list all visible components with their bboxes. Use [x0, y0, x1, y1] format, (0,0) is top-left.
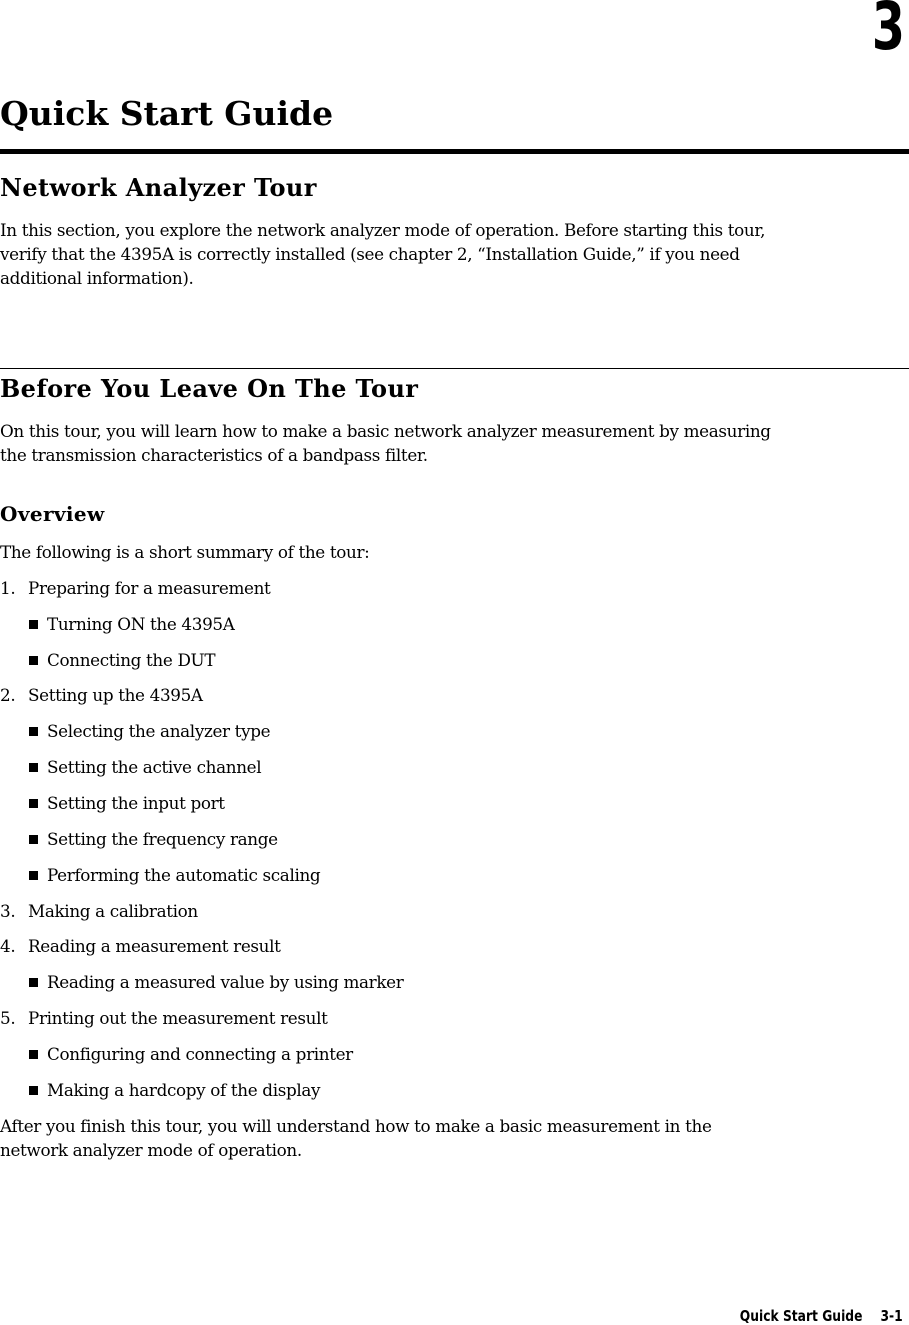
- step-text: Reading a measurement result: [28, 936, 281, 956]
- section-heading-before-you-leave: Before You Leave On The Tour: [0, 374, 419, 403]
- text-line: After you finish this tour, you will understand how to make a basic measurement in the: [0, 1116, 712, 1136]
- step-text: Setting up the 4395A: [28, 685, 203, 705]
- bullet-square-icon: [29, 763, 38, 772]
- bullet-square-icon: [29, 620, 38, 629]
- bullet-text: Configuring and connecting a printer: [47, 1044, 353, 1064]
- section-heading-network-analyzer-tour: Network Analyzer Tour: [0, 173, 317, 202]
- step-number: 4.: [0, 936, 16, 956]
- chapter-number: 3: [871, 0, 905, 65]
- list-item-bullet: [29, 1042, 353, 1066]
- list-item-step-2: [0, 683, 203, 707]
- bullet-square-icon: [29, 656, 38, 665]
- bullet-square-icon: [29, 978, 38, 987]
- bullet-square-icon: [29, 1050, 38, 1059]
- list-item-bullet: [29, 827, 278, 851]
- step-text: Printing out the measurement result: [28, 1008, 328, 1028]
- list-item-bullet: [29, 863, 320, 887]
- section1-paragraph: [0, 218, 905, 290]
- text-line: network analyzer mode of operation.: [0, 1140, 302, 1160]
- list-item-bullet: [29, 719, 270, 743]
- list-item-bullet: [29, 1078, 320, 1102]
- list-item-step-5: [0, 1006, 327, 1030]
- bullet-text: Reading a measured value by using marker: [47, 972, 404, 992]
- step-text: Preparing for a measurement: [28, 578, 271, 598]
- text-line: verify that the 4395A is correctly installed (see chapter 2, “Installation Guide,” if you need: [0, 244, 740, 264]
- bullet-text: Making a hardcopy of the display: [47, 1080, 321, 1100]
- footer-title: Quick Start Guide: [740, 1307, 863, 1325]
- overview-heading: Overview: [0, 502, 105, 526]
- list-item-bullet: [29, 970, 403, 994]
- bullet-text: Setting the input port: [47, 793, 225, 813]
- text-line: In this section, you explore the network analyzer mode of operation. Before starting this tour,: [0, 220, 766, 240]
- list-item-bullet: [29, 791, 225, 815]
- bullet-square-icon: [29, 799, 38, 808]
- list-item-step-3: [0, 899, 198, 923]
- closing-paragraph: [0, 1114, 905, 1162]
- chapter-title: Quick Start Guide: [0, 94, 334, 133]
- step-number: 3.: [0, 901, 16, 921]
- bullet-text: Connecting the DUT: [47, 650, 216, 670]
- list-item-bullet: [29, 755, 261, 779]
- overview-intro: The following is a short summary of the tour:: [0, 542, 370, 562]
- step-number: 1.: [0, 578, 16, 598]
- bullet-square-icon: [29, 871, 38, 880]
- step-number: 2.: [0, 685, 16, 705]
- bullet-text: Performing the automatic scaling: [47, 865, 321, 885]
- list-item-step-4: [0, 934, 281, 958]
- page-footer: [740, 1307, 903, 1325]
- bullet-square-icon: [29, 1086, 38, 1095]
- bullet-text: Selecting the analyzer type: [47, 721, 271, 741]
- list-item-bullet: [29, 648, 215, 672]
- bullet-text: Setting the frequency range: [47, 829, 278, 849]
- step-number: 5.: [0, 1008, 16, 1028]
- text-line: the transmission characteristics of a bandpass filter.: [0, 445, 428, 465]
- bullet-text: Setting the active channel: [47, 757, 262, 777]
- list-item-step-1: [0, 576, 270, 600]
- list-item-bullet: [29, 612, 235, 636]
- bullet-square-icon: [29, 727, 38, 736]
- bullet-text: Turning ON the 4395A: [47, 614, 235, 634]
- text-line: On this tour, you will learn how to make a basic network analyzer measurement by measuring: [0, 421, 771, 441]
- bullet-square-icon: [29, 835, 38, 844]
- step-text: Making a calibration: [28, 901, 198, 921]
- section2-paragraph: [0, 419, 905, 467]
- page-number: 3-1: [880, 1307, 903, 1325]
- section-divider: [0, 368, 909, 369]
- chapter-divider: [0, 149, 909, 154]
- text-line: additional information).: [0, 268, 194, 288]
